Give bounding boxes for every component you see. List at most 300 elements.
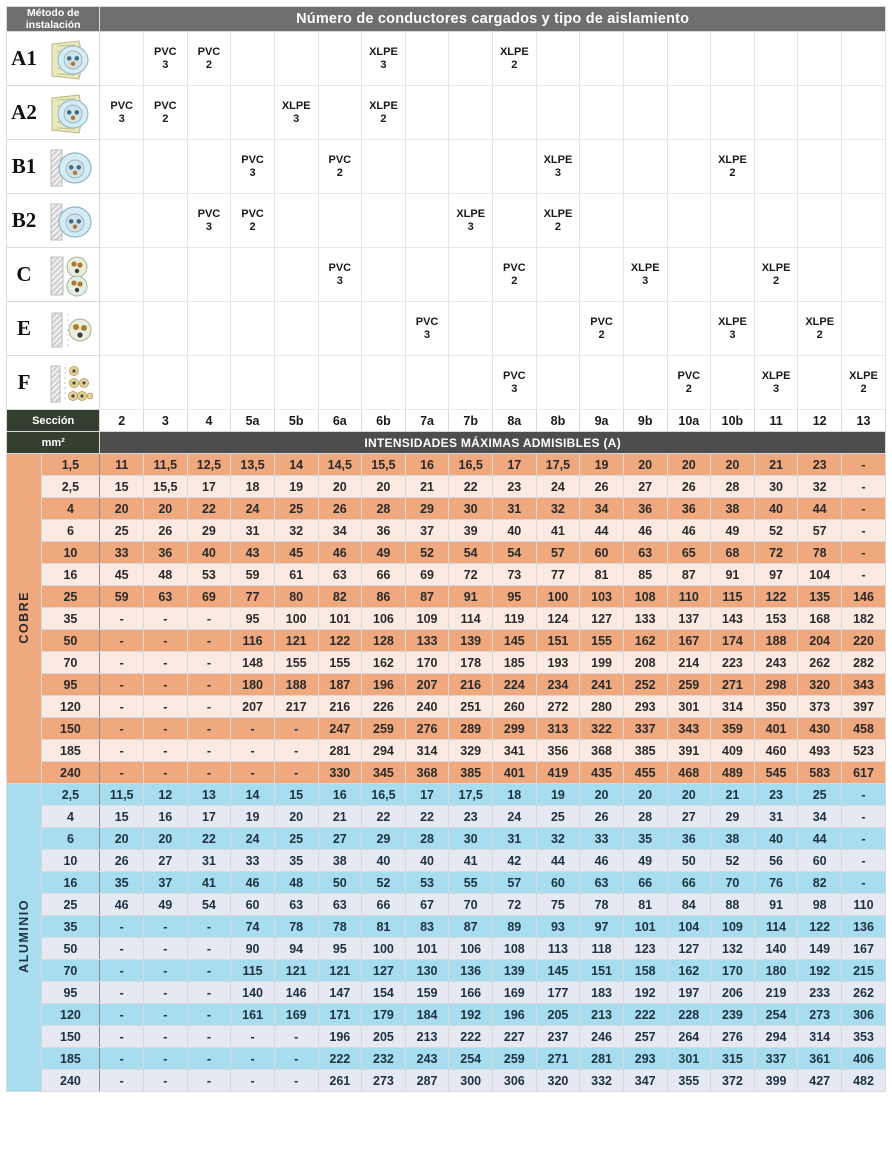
multicore-cable-in-free-air-icon [49, 308, 91, 350]
ampacity-cell: 359 [711, 718, 755, 740]
ampacity-cell: 86 [362, 586, 406, 608]
ampacity-cell: 282 [842, 652, 886, 674]
method-cell [449, 194, 493, 248]
section-value: 120 [41, 696, 100, 718]
ampacity-cell: 87 [405, 586, 449, 608]
ampacity-cell: 44 [798, 828, 842, 850]
column-header-10: 8b [536, 410, 580, 432]
ampacity-cell: 137 [667, 608, 711, 630]
ampacity-cell: 21 [711, 784, 755, 806]
ampacity-cell: - [274, 762, 318, 784]
ampacity-cell: 262 [842, 982, 886, 1004]
ampacity-cell: - [144, 696, 188, 718]
ampacity-cell: 16,5 [449, 454, 493, 476]
conductor-count: 2 [816, 328, 823, 341]
method-cell [711, 32, 755, 86]
method-code-b1: B1 [7, 140, 42, 194]
ampacity-cell: 132 [711, 938, 755, 960]
method-cell [842, 356, 886, 410]
ampacity-cell: 110 [667, 586, 711, 608]
ampacity-cell: 34 [798, 806, 842, 828]
ampacity-cell: 271 [711, 674, 755, 696]
ampacity-cell: 25 [798, 784, 842, 806]
ampacity-cell: 60 [231, 894, 275, 916]
ampacity-cell: 33 [231, 850, 275, 872]
ampacity-cell: 63 [623, 542, 667, 564]
ampacity-cell: 66 [362, 564, 406, 586]
method-cell [754, 302, 798, 356]
ampacity-cell: 185 [493, 652, 537, 674]
ampacity-cell: 20 [362, 476, 406, 498]
ampacity-cell: 146 [842, 586, 886, 608]
table-header-group [7, 7, 886, 32]
ampacity-cell: 114 [754, 916, 798, 938]
table-row [7, 718, 886, 740]
material-label-text: ALUMINIO [17, 899, 31, 973]
method-cell [405, 140, 449, 194]
ampacity-cell: 289 [449, 718, 493, 740]
method-code-e: E [7, 302, 42, 356]
ampacity-cell: 313 [536, 718, 580, 740]
ampacity-cell: - [144, 718, 188, 740]
cable-on-wall-icon [49, 254, 91, 296]
ampacity-cell: 77 [536, 564, 580, 586]
ampacity-cell: 18 [493, 784, 537, 806]
ampacity-cell: 391 [667, 740, 711, 762]
method-cell [449, 248, 493, 302]
method-cell [754, 194, 798, 248]
ampacity-cell: - [274, 718, 318, 740]
ampacity-cell: 20 [144, 828, 188, 850]
ampacity-cell: 306 [842, 1004, 886, 1026]
ampacity-cell: 223 [711, 652, 755, 674]
section-value: 6 [41, 520, 100, 542]
ampacity-cell: 397 [842, 696, 886, 718]
ampacity-cell: 419 [536, 762, 580, 784]
ampacity-cell: - [100, 718, 144, 740]
table-row [7, 850, 886, 872]
ampacity-cell: 215 [842, 960, 886, 982]
method-cell [580, 248, 624, 302]
ampacity-cell: - [842, 828, 886, 850]
ampacity-cell: 69 [405, 564, 449, 586]
table-row [7, 674, 886, 696]
ampacity-cell: 46 [318, 542, 362, 564]
method-cell [144, 86, 188, 140]
ampacity-cell: - [100, 652, 144, 674]
ampacity-cell: 493 [798, 740, 842, 762]
ampacity-cell: 35 [623, 828, 667, 850]
method-cell [842, 32, 886, 86]
ampacity-cell: 27 [144, 850, 188, 872]
ampacity-cell: 18 [231, 476, 275, 498]
column-header-9: 8a [493, 410, 537, 432]
section-value: 25 [41, 586, 100, 608]
ampacity-cell: 12,5 [187, 454, 231, 476]
ampacity-cell: 298 [754, 674, 798, 696]
ampacity-cell: 15 [274, 784, 318, 806]
ampacity-cell: 52 [754, 520, 798, 542]
table-row [7, 542, 886, 564]
section-value: 50 [41, 630, 100, 652]
table-row [7, 520, 886, 542]
ampacity-cell: 22 [449, 476, 493, 498]
ampacity-cell: 224 [493, 674, 537, 696]
insulation-type: PVC [154, 46, 177, 58]
ampacity-cell: 207 [231, 696, 275, 718]
method-cell [711, 194, 755, 248]
ampacity-cell: 95 [493, 586, 537, 608]
ampacity-cell: 227 [493, 1026, 537, 1048]
ampacity-cell: 26 [100, 850, 144, 872]
ampacity-cell: 31 [493, 828, 537, 850]
ampacity-cell: 192 [449, 1004, 493, 1026]
ampacity-cell: 17,5 [536, 454, 580, 476]
ampacity-cell: 63 [580, 872, 624, 894]
ampacity-cell: 45 [100, 564, 144, 586]
ampacity-cell: 30 [754, 476, 798, 498]
ampacity-cell: 207 [405, 674, 449, 696]
ampacity-cell: 372 [711, 1070, 755, 1092]
conductor-count: 3 [118, 112, 125, 125]
section-value: 70 [41, 652, 100, 674]
section-value: 150 [41, 1026, 100, 1048]
ampacity-cell: 293 [623, 1048, 667, 1070]
conductor-count: 3 [467, 220, 474, 233]
method-code-b2: B2 [7, 194, 42, 248]
ampacity-cell: 243 [405, 1048, 449, 1070]
ampacity-cell: 25 [100, 520, 144, 542]
ampacity-cell: 135 [798, 586, 842, 608]
ampacity-cell: 192 [623, 982, 667, 1004]
method-cell [144, 194, 188, 248]
ampacity-cell: 16 [144, 806, 188, 828]
ampacity-cell: 361 [798, 1048, 842, 1070]
ampacity-cell: 149 [798, 938, 842, 960]
ampacity-cell: 19 [231, 806, 275, 828]
ampacity-cell: 109 [711, 916, 755, 938]
single-core-cables-in-free-air-icon [49, 362, 91, 404]
section-value: 240 [41, 1070, 100, 1092]
conductor-count: 3 [424, 328, 431, 341]
ampacity-cell: 13 [187, 784, 231, 806]
conductor-count: 2 [511, 274, 518, 287]
ampacity-cell: 143 [711, 608, 755, 630]
ampacity-cell: - [187, 674, 231, 696]
ampacity-cell: 11,5 [100, 784, 144, 806]
ampacity-cell: 170 [711, 960, 755, 982]
method-cell [623, 248, 667, 302]
method-cell [274, 356, 318, 410]
table-row [7, 784, 886, 806]
ampacity-cell: 104 [667, 916, 711, 938]
method-cell [798, 356, 842, 410]
method-cell [798, 86, 842, 140]
ampacity-cell: 66 [362, 894, 406, 916]
ampacity-cell: 22 [187, 828, 231, 850]
ampacity-cell: - [100, 1070, 144, 1092]
ampacity-cell: 241 [580, 674, 624, 696]
ampacity-cell: - [100, 630, 144, 652]
installation-method-row [7, 194, 886, 248]
insulation-type: PVC [328, 262, 352, 274]
ampacity-cell: 22 [362, 806, 406, 828]
method-cell [362, 32, 406, 86]
ampacity-cell: 33 [100, 542, 144, 564]
insulation-type: PVC [241, 208, 264, 220]
ampacity-cell: 155 [580, 630, 624, 652]
ampacity-cell: 148 [231, 652, 275, 674]
method-cell [493, 356, 537, 410]
ampacity-cell: 59 [100, 586, 144, 608]
method-cell [711, 356, 755, 410]
ampacity-cell: 243 [754, 652, 798, 674]
conductor-count: 3 [511, 382, 518, 395]
insulation-type: PVC [503, 370, 526, 382]
ampacity-cell: - [842, 498, 886, 520]
ampacity-cell: 42 [493, 850, 537, 872]
ampacity-cell: 373 [798, 696, 842, 718]
ampacity-cell: 72 [449, 564, 493, 586]
section-value: 240 [41, 762, 100, 784]
method-cell [798, 32, 842, 86]
ampacity-cell: - [842, 850, 886, 872]
table-row [7, 960, 886, 982]
insulation-type: XLPE [281, 100, 311, 112]
ampacity-cell: 617 [842, 762, 886, 784]
conductors-header-cell: Número de conductores cargados y tipo de aislamiento [100, 7, 886, 32]
ampacity-cell: 23 [493, 476, 537, 498]
ampacity-cell: 315 [711, 1048, 755, 1070]
ampacity-cell: 34 [318, 520, 362, 542]
method-diagram-c [41, 248, 100, 302]
ampacity-cell: 294 [362, 740, 406, 762]
ampacity-cell: 260 [493, 696, 537, 718]
ampacity-cell: 161 [231, 1004, 275, 1026]
ampacity-cell: 355 [667, 1070, 711, 1092]
insulation-type: PVC [154, 100, 177, 112]
ampacity-cell: - [100, 696, 144, 718]
ampacity-cell: - [100, 982, 144, 1004]
ampacity-cell: 19 [274, 476, 318, 498]
ampacity-cell: 17 [187, 806, 231, 828]
method-cell [754, 140, 798, 194]
ampacity-cell: 523 [842, 740, 886, 762]
method-cell [274, 140, 318, 194]
ampacity-cell: - [231, 740, 275, 762]
ampacity-cell: 100 [536, 586, 580, 608]
table-row [7, 1004, 886, 1026]
ampacity-cell: - [100, 608, 144, 630]
ampacity-cell: 169 [274, 1004, 318, 1026]
ampacity-cell: 25 [274, 498, 318, 520]
ampacity-cell: 353 [842, 1026, 886, 1048]
ampacity-cell: 19 [536, 784, 580, 806]
ampacity-cell: 205 [536, 1004, 580, 1026]
ampacity-cell: 130 [405, 960, 449, 982]
ampacity-cell: 251 [449, 696, 493, 718]
ampacity-cell: 187 [318, 674, 362, 696]
method-cell [580, 32, 624, 86]
section-header-group [7, 410, 886, 454]
ampacity-cell: 57 [493, 872, 537, 894]
ampacity-cell: 409 [711, 740, 755, 762]
method-cell [711, 86, 755, 140]
ampacity-cell: 179 [362, 1004, 406, 1026]
ampacity-cell: 133 [623, 608, 667, 630]
insulation-type: PVC [197, 208, 221, 220]
conductor-count: 2 [685, 382, 692, 395]
ampacity-cell: 87 [449, 916, 493, 938]
ampacity-cell: 72 [754, 542, 798, 564]
table-row [7, 938, 886, 960]
ampacity-cell: 91 [754, 894, 798, 916]
ampacity-cell: 151 [536, 630, 580, 652]
method-cell [623, 194, 667, 248]
ampacity-cell: 264 [667, 1026, 711, 1048]
ampacity-cell: 41 [536, 520, 580, 542]
section-value: 10 [41, 850, 100, 872]
ampacity-cell: 196 [493, 1004, 537, 1026]
ampacity-cell: 29 [362, 828, 406, 850]
table-row [7, 454, 886, 476]
ampacity-cell: 146 [274, 982, 318, 1004]
ampacity-cell: 31 [493, 498, 537, 520]
ampacity-cell: 280 [580, 696, 624, 718]
ampacity-cell: 22 [405, 806, 449, 828]
ampacity-cell: 583 [798, 762, 842, 784]
method-cell [842, 302, 886, 356]
ampacity-cell: - [187, 938, 231, 960]
ampacity-cell: 233 [798, 982, 842, 1004]
ampacity-cell: 21 [318, 806, 362, 828]
ampacity-cell: 406 [842, 1048, 886, 1070]
ampacity-cell: 85 [623, 564, 667, 586]
method-cell [623, 86, 667, 140]
method-cell [231, 32, 275, 86]
cable-in-surface-conduit-icon [49, 146, 91, 188]
method-cell [580, 302, 624, 356]
ampacity-cell: 20 [100, 498, 144, 520]
ampacity-cell: 54 [493, 542, 537, 564]
ampacity-cell: 220 [842, 630, 886, 652]
ampacity-cell: 401 [754, 718, 798, 740]
ampacity-cell: 136 [842, 916, 886, 938]
method-cell [754, 248, 798, 302]
ampacity-cell: 167 [667, 630, 711, 652]
method-cell [318, 356, 362, 410]
ampacity-cell: 115 [231, 960, 275, 982]
method-cell [667, 140, 711, 194]
ampacity-cell: 350 [754, 696, 798, 718]
ampacity-cell: 44 [580, 520, 624, 542]
ampacity-cell: 234 [536, 674, 580, 696]
method-cell [667, 86, 711, 140]
ampacity-cell: 226 [362, 696, 406, 718]
method-cell [536, 32, 580, 86]
ampacity-cell: 31 [754, 806, 798, 828]
table-row [7, 916, 886, 938]
ampacity-cell: 16 [318, 784, 362, 806]
ampacity-cell: 14,5 [318, 454, 362, 476]
ampacity-cell: 61 [274, 564, 318, 586]
table-row [7, 982, 886, 1004]
ampacity-cell: 196 [318, 1026, 362, 1048]
ampacity-cell: - [100, 938, 144, 960]
ampacity-cell: 216 [449, 674, 493, 696]
ampacity-cell: 468 [667, 762, 711, 784]
ampacity-cell: 43 [231, 542, 275, 564]
ampacity-cell: 13,5 [231, 454, 275, 476]
table-row [7, 872, 886, 894]
method-cell [754, 356, 798, 410]
ampacity-cell: 49 [711, 520, 755, 542]
ampacity-cell: 44 [536, 850, 580, 872]
method-cell [754, 32, 798, 86]
ampacity-cell: - [187, 696, 231, 718]
section-value: 10 [41, 542, 100, 564]
ampacity-cell: 20 [667, 454, 711, 476]
ampacity-cell: 97 [754, 564, 798, 586]
ampacity-cell: 162 [667, 960, 711, 982]
ampacity-cell: 55 [449, 872, 493, 894]
ampacity-cell: 169 [493, 982, 537, 1004]
ampacity-cell: - [187, 916, 231, 938]
method-cell [274, 86, 318, 140]
section-value: 70 [41, 960, 100, 982]
method-cell [536, 194, 580, 248]
section-value: 150 [41, 718, 100, 740]
material-label-aluminio [7, 784, 42, 1092]
ampacity-cell: - [187, 982, 231, 1004]
insulation-type: XLPE [849, 370, 878, 382]
conductor-count: 3 [729, 328, 736, 341]
ampacity-cell: 306 [493, 1070, 537, 1092]
ampacity-cell: 184 [405, 1004, 449, 1026]
ampacity-cell: 60 [536, 872, 580, 894]
conductor-count: 2 [598, 328, 605, 341]
table-row [7, 1070, 886, 1092]
ampacity-cell: - [274, 740, 318, 762]
section-value: 35 [41, 608, 100, 630]
ampacity-cell: 489 [711, 762, 755, 784]
method-cell [711, 302, 755, 356]
ampacity-cell: 427 [798, 1070, 842, 1092]
ampacity-cell: 213 [580, 1004, 624, 1026]
conductor-count: 3 [336, 274, 343, 287]
conductor-count: 3 [162, 58, 169, 71]
ampacity-cell: 151 [580, 960, 624, 982]
insulation-type: PVC [590, 316, 613, 328]
method-cell [362, 302, 406, 356]
ampacity-cell: 281 [318, 740, 362, 762]
ampacity-cell: 240 [405, 696, 449, 718]
installation-method-row [7, 302, 886, 356]
ampacity-cell: - [842, 476, 886, 498]
conductor-count: 2 [205, 58, 212, 71]
ampacity-cell: 29 [187, 520, 231, 542]
ampacity-cell: 385 [623, 740, 667, 762]
ampacity-cell: 294 [754, 1026, 798, 1048]
ampacity-cell: 204 [798, 630, 842, 652]
method-cell [231, 302, 275, 356]
ampacity-cell: 100 [274, 608, 318, 630]
ampacity-cell: 196 [362, 674, 406, 696]
method-cell [493, 86, 537, 140]
ampacity-cell: 57 [536, 542, 580, 564]
ampacity-cell: 17 [405, 784, 449, 806]
method-cell [100, 194, 144, 248]
